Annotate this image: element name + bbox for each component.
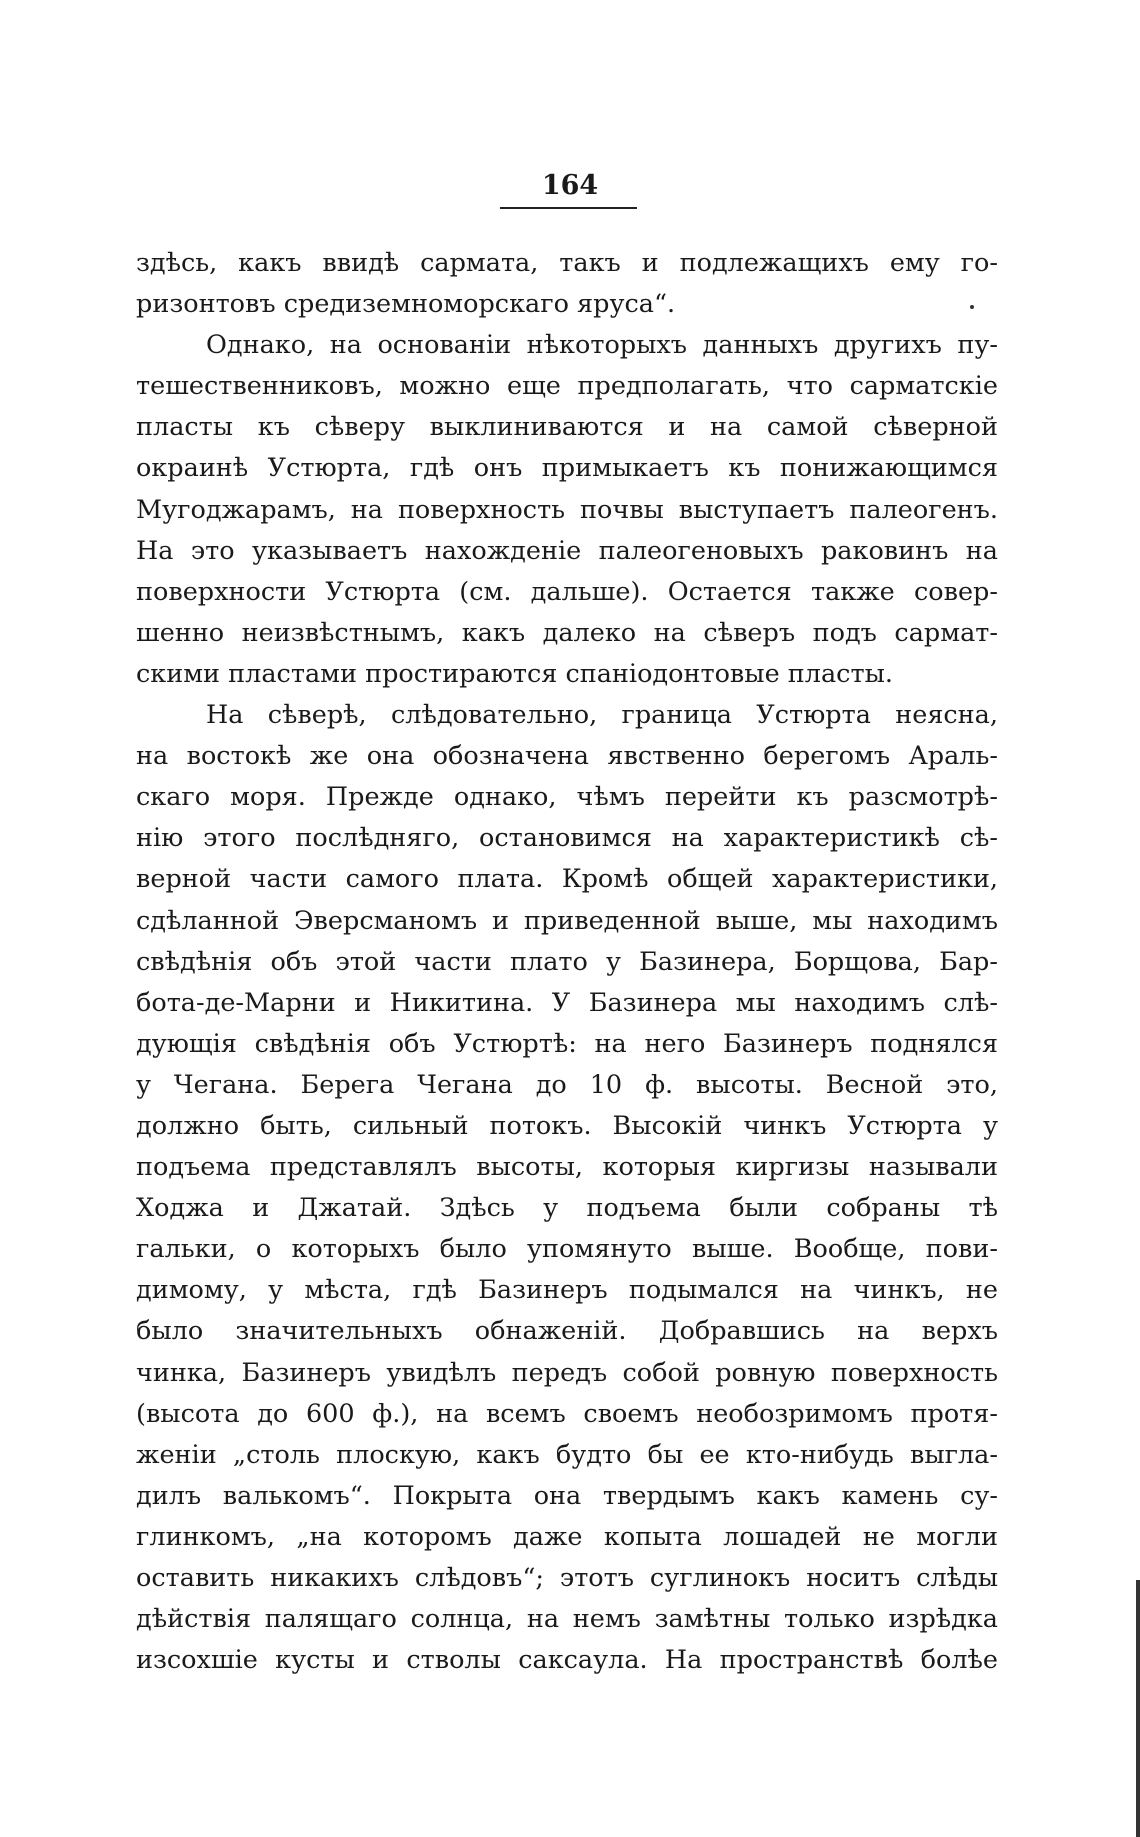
text-line: окраинѣ Устюрта, гдѣ онъ примыкаетъ къ понижающимся [136, 453, 998, 484]
page-number-rule [500, 207, 637, 209]
text-line: На сѣверѣ, слѣдовательно, граница Устюрта неясна, [206, 700, 998, 731]
text-line: димому, у мѣста, гдѣ Базинеръ подымался на чинкъ, не [136, 1275, 998, 1306]
text-line: Ходжа и Джатай. Здѣсь у подъема были собраны тѣ [136, 1193, 998, 1224]
text-line: на востокѣ же она обозначена явственно берегомъ Араль- [136, 741, 998, 772]
text-line: должно быть, сильный потокъ. Высокій чинкъ Устюрта у [136, 1110, 998, 1141]
text-line: женіи „столь плоскую, какъ будто бы ее кто-нибудь выгла- [136, 1439, 998, 1470]
text-line: подъема представлялъ высоты, которыя киргизы называли [136, 1152, 998, 1183]
text-line: пласты къ сѣверу выклиниваются и на самой сѣверной [136, 412, 998, 443]
text-line: Однако, на основаніи нѣкоторыхъ данныхъ другихъ пу- [206, 330, 998, 361]
text-line: здѣсь, какъ ввидѣ сармата, такъ и подлежащихъ ему го- [136, 248, 998, 278]
text-line: оставить никакихъ слѣдовъ“; этотъ суглинокъ носитъ слѣды [136, 1563, 998, 1593]
text-line: дѣйствія палящаго солнца, на немъ замѣтны только изрѣдка [136, 1604, 998, 1635]
text-line: было значительныхъ обнаженій. Добравшись на верхъ [136, 1316, 998, 1347]
text-line: гальки, о которыхъ было упомянуто выше. Вообще, пови- [136, 1234, 998, 1265]
text-line: шенно неизвѣстнымъ, какъ далеко на сѣверъ подъ сармат- [136, 617, 998, 648]
text-line: свѣдѣнія объ этой части плато у Базинера, Борщова, Бар- [136, 946, 998, 977]
text-line: дилъ валькомъ“. Покрыта она твердымъ какъ камень су- [136, 1480, 998, 1511]
text-line: нію этого послѣдняго, остановимся на характеристикѣ сѣ- [136, 823, 998, 854]
text-line: у Чегана. Берега Чегана до 10 ф. высоты. Весной это, [136, 1069, 998, 1100]
text-line: бота-де-Марни и Никитина. У Базинера мы находимъ слѣ- [136, 987, 998, 1018]
text-line: На это указываетъ нахожденіе палеогеновыхъ раковинъ на [136, 535, 998, 566]
text-line: скаго моря. Прежде однако, чѣмъ перейти къ разсмотрѣ- [136, 782, 998, 813]
text-line: сдѣланной Эверсманомъ и приведенной выше, мы находимъ [136, 905, 998, 936]
text-line: тешественниковъ, можно еще предполагать, что сарматскіе [136, 371, 998, 402]
text-line: ризонтовъ средиземноморскаго яруса“. [136, 289, 676, 320]
text-line: глинкомъ, „на которомъ даже копыта лошадей не могли [136, 1521, 998, 1552]
page-number: 164 [541, 170, 599, 201]
text-line: изсохшіе кусты и стволы саксаула. На пространствѣ болѣе [136, 1645, 998, 1676]
text-line: чинка, Базинеръ увидѣлъ передъ собой ровную поверхность [136, 1357, 998, 1388]
text-line: верной части самого плата. Кромѣ общей характеристики, [136, 864, 998, 895]
body-text [136, 243, 998, 1681]
text-line: поверхности Устюрта (см. дальше). Остается также совер- [136, 576, 998, 607]
text-line: Мугоджарамъ, на поверхность почвы выступаетъ палеогенъ. [136, 494, 998, 525]
text-line: дующія свѣдѣнія объ Устюртѣ: на него Базинеръ поднялся [136, 1028, 998, 1059]
text-line: (высота до 600 ф.), на всемъ своемъ необозримомъ протя- [136, 1398, 998, 1429]
text-line: скими пластами простираются спаніодонтовые пласты. [136, 658, 893, 689]
page-edge-shadow [1136, 1580, 1140, 1837]
